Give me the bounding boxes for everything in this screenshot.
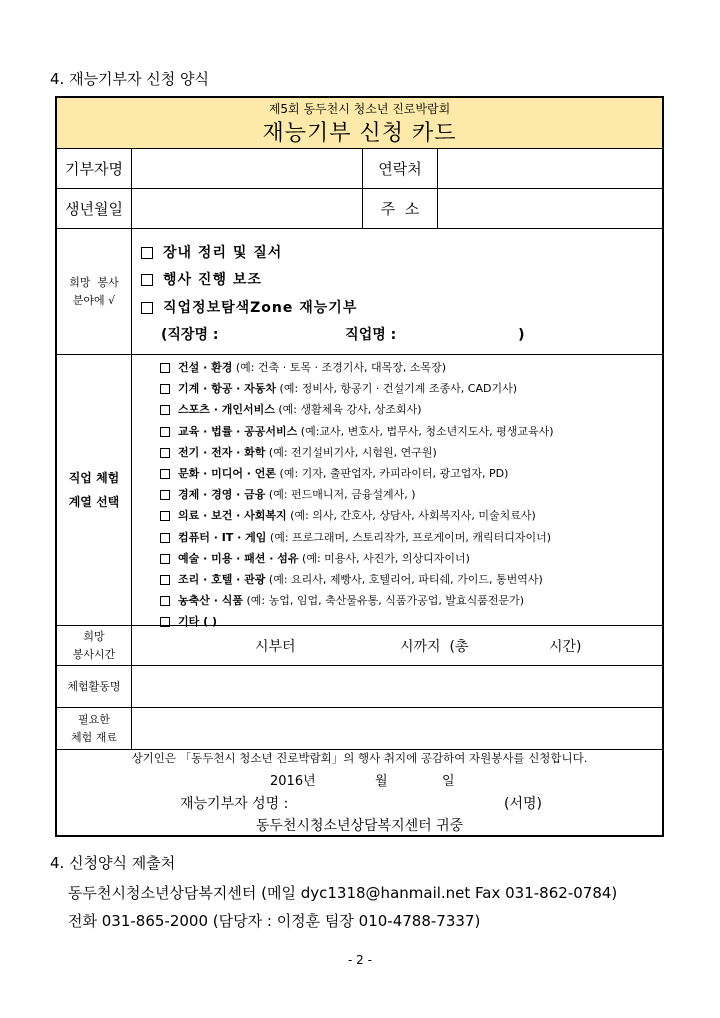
date-day: 일 [442,774,455,789]
job-category-item[interactable] [160,507,536,523]
job-category-name: 건설 · 환경 [178,361,233,374]
checkbox[interactable] [160,448,170,458]
divider [131,148,132,749]
volunteer-option[interactable]: 행사 진행 보조 [141,269,262,289]
job-category-example: (예: 미용사, 사진가, 의상디자이너) [298,551,470,565]
checkbox[interactable] [160,384,170,394]
volunteer-field-label-line1: 희망 봉사 [69,275,119,289]
volunteer-field-label [57,229,131,354]
job-category-item[interactable] [160,571,543,587]
job-category-item[interactable] [160,401,422,417]
job-category-name: 조리 · 호텔 · 관광 [178,573,266,586]
job-category-name: 기타 ( ) [178,615,217,629]
pledge-text: 상기인은 「동두천시 청소년 진로박람회」의 행사 취지에 공감하여 자원봉사를 신청합니다. [131,751,588,765]
time-from: 시부터 [255,639,296,655]
job-category-example: (예: 의사, 간호사, 상담사, 사회복지사, 미술치료사) [286,509,536,523]
date-year: 2016년 [270,774,316,789]
checkbox[interactable] [160,405,170,415]
job-category-item[interactable] [160,423,554,439]
job-category-example: (예: 농업, 임업, 축산물유통, 식품가공업, 발효식품전문가) [242,594,524,608]
materials-label-line2: 체험 재료 [70,730,117,744]
address-field[interactable] [438,189,662,228]
submit-contact-line: 동두천시청소년상담복지센터 (메일 dyc1318@hanmail.net Fax 031-862-0784) [68,884,618,902]
card-title: 재능기부 신청 카드 [262,121,457,146]
checkbox[interactable] [141,247,153,259]
checkbox[interactable] [160,511,170,521]
time-to: 시까지 (총 [400,639,469,655]
job-category-name: 경제 · 경영 · 금융 [178,488,266,502]
hope-time-label-line1: 희망 [83,629,105,643]
job-category-name: 기계 · 항공 · 자동차 [178,382,277,396]
checkbox[interactable] [160,490,170,500]
job-category-example: (예: 전기설비기사, 시험원, 연구원) [265,445,437,459]
time-total: 시간) [549,639,582,655]
card-subtitle: 제5회 동두천시 청소년 진로박람회 [268,102,451,116]
job-category-example: (예: 펀드매니저, 금융설계사, ) [265,488,416,502]
contact-label: 연락처 [378,160,422,178]
job-category-item[interactable] [160,529,551,545]
checkbox[interactable] [160,554,170,564]
checkbox[interactable] [160,575,170,585]
card-header [57,98,662,148]
job-category-name: 문화 · 미디어 · 언론 [178,467,277,480]
volunteer-option[interactable]: 장내 정리 및 질서 [141,242,282,262]
job-category-item[interactable] [160,359,446,375]
materials-field[interactable] [132,708,662,749]
job-category-item[interactable] [160,550,470,566]
birthdate-field[interactable] [132,189,362,228]
hope-time-label-line2: 봉사시간 [72,647,116,661]
job-category-label [57,355,131,625]
job-category-name: 전기 · 전자 · 화학 [178,445,266,459]
checkbox[interactable] [160,427,170,437]
date-month: 월 [375,774,388,789]
checkbox[interactable] [160,363,170,373]
recipient: 동두천시청소년상담복지센터 귀중 [255,818,464,834]
materials-label [57,708,131,749]
section-title-form: 4. 재능기부자 신청 양식 [50,70,210,88]
job-category-name: 교육 · 법률 · 공공서비스 [178,424,298,438]
job-category-item[interactable] [160,592,524,608]
contact-field[interactable] [438,149,662,188]
job-category-label-line2: 계열 선택 [68,495,120,509]
job-category-example: (예: 생활체육 강사, 상조회사) [274,403,422,417]
job-category-label-line1: 직업 체험 [68,471,120,485]
application-card [55,96,664,837]
submit-phone-line: 전화 031-865-2000 (담당자 : 이정훈 팀장 010-4788-7337) [68,912,481,930]
job-category-example: (예: 프로그래머, 스토리작가, 프로게이머, 캐릭터디자이너) [266,530,552,544]
divider [57,354,662,355]
divider [57,625,662,626]
address-label: 주 소 [380,200,420,218]
signer-label: 재능기부자 성명 : [180,796,289,812]
job-category-example: (예: 정비사, 항공기 · 건설기계 조종사, CAD기사) [276,382,518,396]
job-category-name: 농축산 · 식품 [178,594,243,608]
donor-name-label: 기부자명 [65,160,123,178]
job-category-item[interactable] [160,465,508,481]
checkbox[interactable] [141,274,153,286]
checkbox[interactable] [141,302,153,314]
materials-label-line1: 필요한 [78,712,110,726]
hope-time-label [57,626,131,665]
volunteer-option[interactable]: 직업정보탐색Zone 재능기부 [141,297,357,317]
checkbox[interactable] [160,533,170,543]
job-category-item[interactable] [160,613,217,629]
donor-name-field[interactable] [132,149,362,188]
job-category-name: 컴퓨터 · IT · 게임 [178,530,267,544]
job-category-item[interactable] [160,486,416,502]
page-number: - 2 - [348,953,372,967]
section-title-submission: 4. 신청양식 제출처 [50,854,176,872]
divider [57,228,662,229]
job-category-example: (예: 기자, 출판업자, 카피라이터, 광고업자, PD) [276,467,509,480]
volunteer-field-label-line2: 분야에 √ [72,293,116,307]
job-category-example: (예:교사, 변호사, 법무사, 청소년지도사, 평생교육사) [297,424,554,438]
job-category-name: 예술 · 미용 · 패션 · 섬유 [178,551,299,565]
job-category-example: (예: 요리사, 제빵사, 호텔리어, 파티쉐, 가이드, 통번역사) [265,573,543,586]
job-category-name: 의료 · 보건 · 사회복지 [178,509,287,523]
job-category-item[interactable] [160,444,437,460]
checkbox[interactable] [160,617,170,627]
job-category-example: (예: 건축 · 토목 · 조경기사, 대목장, 소목장) [232,361,446,374]
activity-name-field[interactable] [132,666,662,707]
job-category-item[interactable] [160,380,517,396]
activity-name-label: 체험활동명 [67,679,121,693]
birthdate-label: 생년월일 [65,200,123,218]
workplace-line: (직장명 : 직업명 : ) [161,327,525,343]
checkbox[interactable] [160,596,170,606]
checkbox[interactable] [160,469,170,479]
signature-mark: (서명) [504,796,542,812]
job-category-name: 스포츠 · 개인서비스 [178,403,275,417]
